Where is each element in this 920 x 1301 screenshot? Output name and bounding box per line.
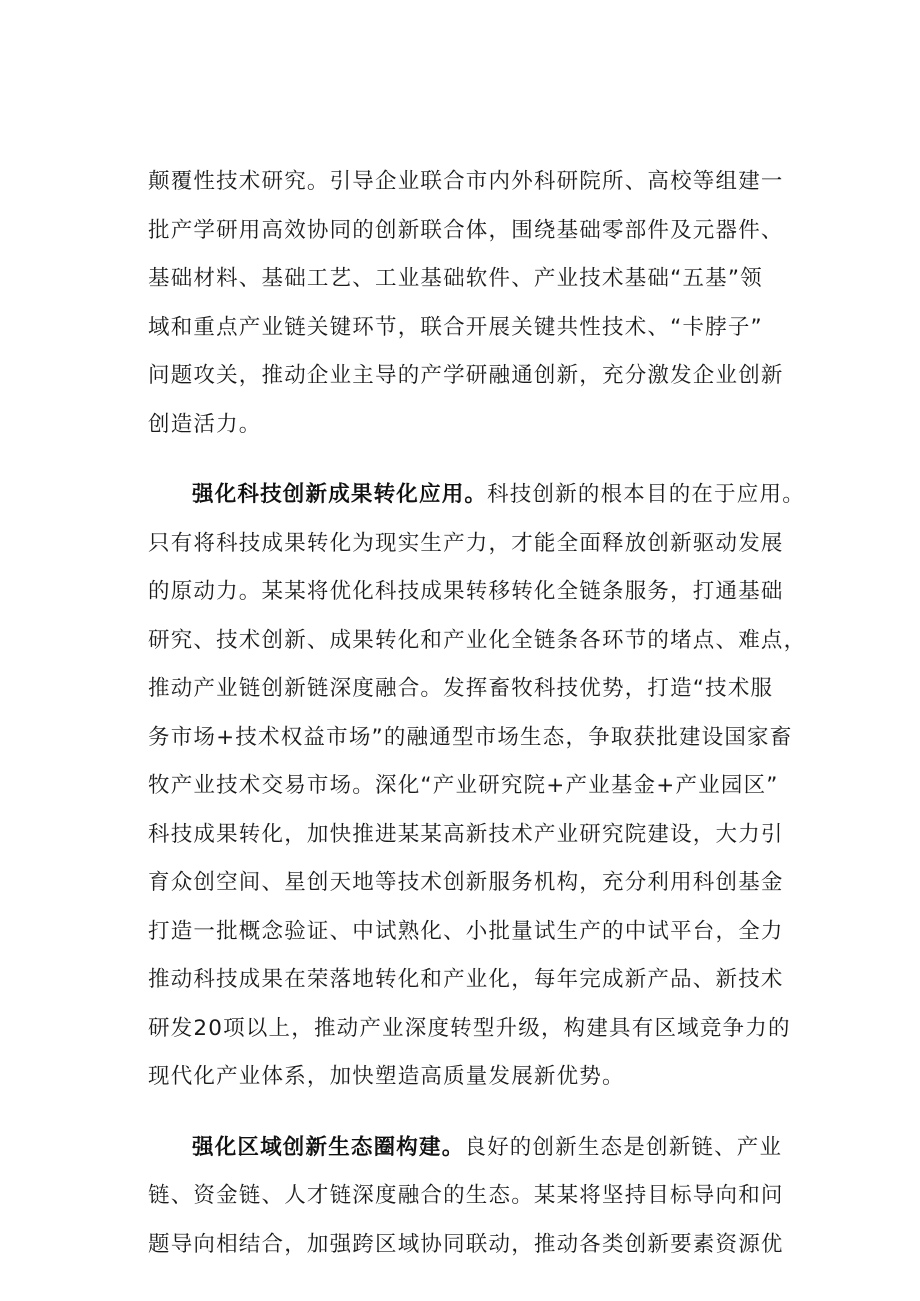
paragraph-spacer: [148, 449, 808, 471]
paragraph-lead-heading: 强化区域创新生态圈构建。: [192, 1134, 465, 1160]
paragraph-2: [148, 471, 808, 1102]
text-line: 问题攻关，推动企业主导的产学研融通创新，充分激发企业创新: [148, 363, 784, 388]
text-line: 研发20项以上，推动产业深度转型升级，构建具有区域竞争力的: [148, 1015, 791, 1041]
text-line-first: [148, 471, 808, 520]
text-line: 推动产业链创新链深度融合。发挥畜牧科技优势，打造“技术服: [148, 676, 774, 701]
text-line: 题导向相结合，加强跨区域协同联动，推动各类创新要素资源优: [148, 1231, 784, 1257]
text-line: 现代化产业体系，加快塑造高质量发展新优势。: [148, 1064, 625, 1089]
text-line: 牧产业技术交易市场。深化“产业研究院+产业基金+产业园区”: [148, 773, 779, 798]
text-line: 科技成果转化，加快推进某某高新技术产业研究院建设，大力引: [148, 821, 784, 847]
paragraph-spacer: [148, 1102, 808, 1124]
paragraph-1: [148, 158, 808, 449]
text-line: 的原动力。某某将优化科技成果转移转化全链条服务，打通基础: [148, 579, 784, 604]
text-line: 研究、技术创新、成果转化和产业化全链条各环节的堵点、难点，: [148, 627, 807, 653]
text-line: 打造一批概念验证、中试熟化、小批量试生产的中试平台，全力: [148, 918, 784, 944]
paragraph-first-line-text: 科技创新的根本目的在于应用。: [487, 482, 805, 507]
text-line: 推动科技成果在荣落地转化和产业化，每年完成新产品、新技术: [148, 967, 784, 992]
text-line: 批产学研用高效协同的创新联合体，围绕基础零部件及元器件、: [148, 217, 784, 243]
text-line: 链、资金链、人才链深度融合的生态。某某将坚持目标导向和问: [148, 1183, 784, 1208]
text-line-first: [148, 1124, 808, 1173]
paragraph-3: [148, 1124, 808, 1270]
text-line: 育众创空间、星创天地等技术创新服务机构，充分利用科创基金: [148, 870, 784, 895]
document-body: [148, 158, 808, 1269]
paragraph-lead-heading: 强化科技创新成果转化应用。: [192, 482, 488, 507]
text-line: 颠覆性技术研究。引导企业联合市内外科研院所、高校等组建一: [148, 169, 784, 194]
text-line: 域和重点产业链关键环节，联合开展关键共性技术、“卡脖子”: [148, 314, 763, 340]
text-line: 务市场+技术权益市场”的融通型市场生态，争取获批建设国家畜: [148, 724, 793, 750]
text-line: 基础材料、基础工艺、工业基础软件、产业技术基础“五基”领: [148, 266, 763, 291]
text-line: 只有将科技成果转化为现实生产力，才能全面释放创新驱动发展: [148, 530, 784, 556]
paragraph-first-line-text: 良好的创新生态是创新链、产业: [464, 1134, 783, 1160]
text-line: 创造活力。: [148, 411, 262, 437]
